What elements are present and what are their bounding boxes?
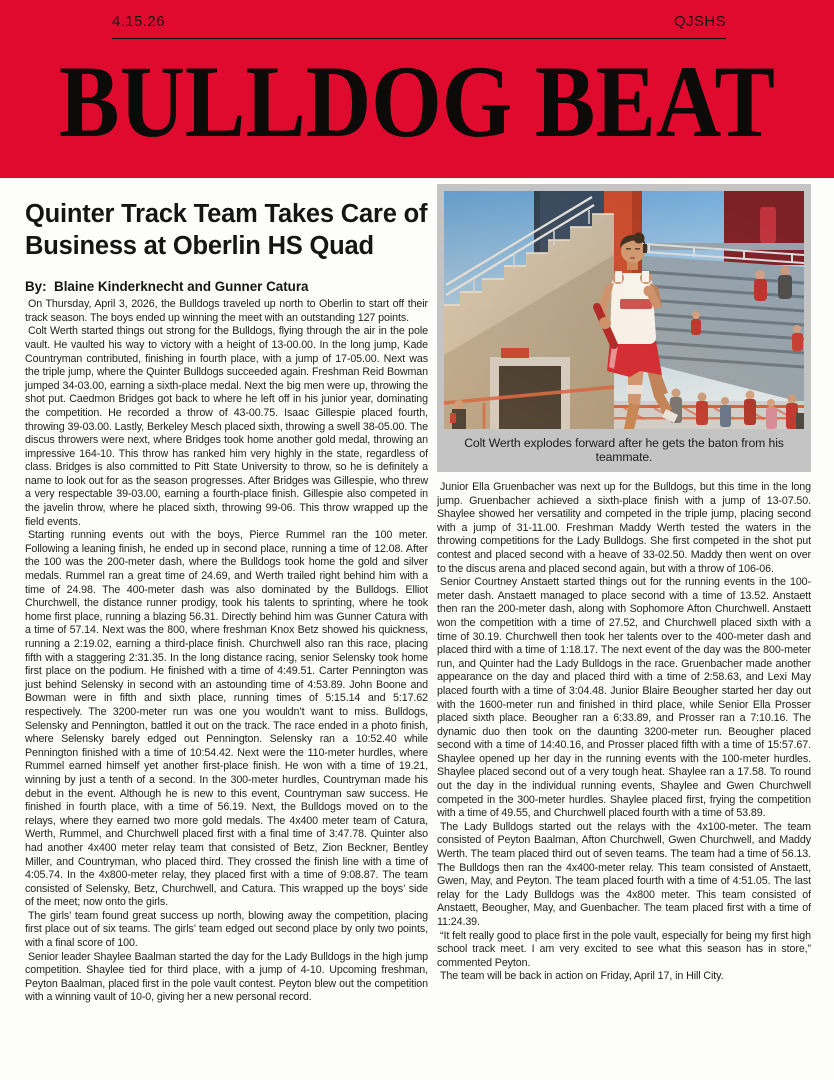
masthead-top-row <box>112 13 726 30</box>
runner-photo-illustration <box>444 191 804 429</box>
photo-caption: Colt Werth explodes forward after he gets the baton from his teammate. <box>464 436 784 464</box>
right-column-body <box>437 481 811 984</box>
article-paragraph: Junior Ella Gruenbacher was next up for the Bulldogs, but this time in the long jump. Gruenbacher achieved a sixth-place finish with a jump of 13-07.50. Shaylee showed her versatility and competed in the triple jump, placing second with a jump of 31-11.00. Freshman Maddy Werth tested the waters in the throwing competitions for the Lady Bulldogs. She first competed in the shot put contest and placed second with a heave of 33-02.50. Maddy then went on over to the discus arena and placed second again, but with a throw of 106-06. <box>437 481 811 575</box>
article-headline: Quinter Track Team Takes Care of Business at Oberlin HS Quad <box>25 200 428 261</box>
left-column-body <box>25 298 428 1005</box>
masthead-title-text: BULLDOG BEAT <box>59 48 775 148</box>
masthead-rule <box>112 38 726 39</box>
article-content <box>25 178 811 1080</box>
article-paragraph: The girls’ team found great success up north, blowing away the competition, placing first place out of six teams. The girls’ team edged out second place by only two points, with a final score of 100. <box>25 909 428 950</box>
masthead-title <box>40 48 794 148</box>
right-column <box>437 184 811 984</box>
masthead-banner <box>0 0 834 178</box>
article-paragraph: Senior leader Shaylee Baalman started the day for the Lady Bulldogs in the high jump competition. Shaylee tied for third place, with a jump of 4-10. Upcoming freshman, Peyton Baalman, placed first in the pole vault contest. Peyton blew out the competition with a winning vault of 10-0, giving her a new personal record. <box>25 950 428 1004</box>
article-paragraph: The Lady Bulldogs started out the relays with the 4x100-meter. The team consisted of Peyton Baalman, Afton Churchwell, Gwen Churchwell, and Maddy Werth. The team placed third out of seven teams. The team had a time of 56.13. The Bulldogs then ran the 4x400-meter relay. This team consisted of Anstaett, Gwen, May, and Peyton. The team placed fourth with a time of 4:51.05. The last relay for the Lady Bulldogs was the 4x800 meter. This team consisted of Anstaett, Beougher, May, and Guenbacher. The team placed first with a time of 11:24.39. <box>437 820 811 928</box>
issue-date: 4.15.26 <box>112 13 165 30</box>
article-paragraph: Starting running events out with the boys, Pierce Rummel ran the 100 meter. Following a leaning finish, he ended up in second place, running a time of 12.08. After the 100 was the 200-meter dash, where the Bulldogs took home the gold and silver medals. Rummel ran a great time of 24.69, and Werth trailed right behind him with a time of 24.98. The 400-meter dash was also dominated by the Bulldogs. Elliot Churchwell, the distance runner prodigy, took his talents to sprinting, where he took home first place, running a blazing 56.31. Directly behind him was Gunner Catura with a time of 57.14. Next was the 800, where freshman Knox Betz showed his quickness, running a 2:19.02, earning a third-place finish. Churchwell also ran this race, placing fifth with a staggering 2:31.35. In the long distance racing, senior Selensky took home first place on the podium. He finished with a time of 4:49.51. Carter Pennington was just behind Selensky in second with an astounding time of 4:53.89. John Boone and Bowman were in fifth and sixth place, running times of 5:15.14 and 5:17.62 respectively. The 3200-meter run was one you wouldn’t want to miss. Bulldogs, Selensky and Pennington, battled it out on the track. The race ended in a photo finish, where Selensky barely edged out Pennington. Selensky ran a 10:52.40 while Pennington finished with a time of 10:54.42. Next were the 110-meter hurdles, where Rummel earned himself yet another first-place finish. He won with a time of 19.21, winning by just a tenth of a second. In the 300-meter hurdles, Countryman made his debut in the event. Although he is new to this event, Countryman saw success. He finished in fourth place, with a time of 56.19. Next, the Bulldogs moved on to the relays, where they earned two more gold medals. The 4x400 meter team of Catura, Werth, Rummel, and Churchwell placed first with a final time of 3:47.78. Quinter also had another 4x400 meter relay team that consisted of Betz, Zion Beckner, Bentley Miller, and Countryman, who placed third. They crossed the finish line with a time of 4:05.74. In the 4x800-meter relay, they placed first with a time of 9:08.87. The team consisted of Selensky, Betz, Churchwell, and Catura. This wrapped up the boys’ side of the meet; now onto the girls. <box>25 529 428 909</box>
article-paragraph: “It felt really good to place first in the pole vault, especially for being my first high school track meet. I am very excited to see what this season has in store,” commented Peyton. <box>437 929 811 969</box>
article-paragraph: The team will be back in action on Friday, April 17, in Hill City. <box>440 970 724 983</box>
left-column <box>25 181 428 1005</box>
article-photo <box>444 191 804 472</box>
school-code: QJSHS <box>673 13 726 30</box>
article-paragraph: Senior Courtney Anstaett started things out for the running events in the 100-meter dash. Anstaett managed to place second with a time of 13.52. Anstaett then ran the 200-meter dash, along with Sophomore Afton Churchwell. Anstaett won the competition with a time of 27.52, and Churchwell placed sixth with a time of 30.19. Churchwell then took her talents over to the 400-meter dash and placed third with a time of 1:18.17. The next event of the day was the 800-meter run, and Quinter had the Lady Bulldogs in the race. Gruenbacher made another appearance on the day and placed third with a time of 2:58.63, and Lexi May placed fourth with a time of 3:04.48. Junior Blaire Beougher started her day out with the 1600-meter run and finished in third place, while Senior Ella Prosser placed sixth place. Beougher ran a 6:33.89, and Prosser ran a 7:10.16. The dynamic duo then took on the daunting 3200-meter run. Beougher placed second with a time of 14:40.16, and Prosser placed fifth with a time of 15:57.67. Shaylee opened up her day in the running events with the 100-meter hurdles. Shaylee placed second out of a very tough heat. Shaylee ran a 17.58. To round out the day in the individual running events, Shaylee and Gwen Churchwell competed in the 300-meter hurdles. Shaylee placed first, frying the competition with a time of 49.55, and Churchwell placed fourth with a time of 53.89. <box>437 576 811 820</box>
article-byline: By: Blaine Kinderknecht and Gunner Catura <box>25 279 309 295</box>
photo-card <box>437 184 811 472</box>
article-paragraph: Colt Werth started things out strong for the Bulldogs, flying through the air in the pole vault. He vaulted his way to victory with a height of 13-00.00. In the long jump, Kade Countryman contributed, finishing in fourth place, with a jump of 17-05.00. Next was the triple jump, where the Quinter Bulldogs succeeded again. Freshman Reid Bowman jumped 34-03.00, earning a sixth-place medal. Next the big men were up, throwing the shot put. Caedmon Bridges got back to where he left off in his junior year, dominating the competition. He recorded a throw of 43-00.75. Isaac Gillespie placed fourth, throwing 39-03.00. Lastly, Berkeley Mesch placed sixth, throwing a swell 38-05.00. The discus throwers were next, where Bridges took home another gold medal, throwing an impressive 164-10. This throw has ranked him very highly in the state, regardless of class. Bridges is also committed to Pitt State University to throw, so he is definitely a name to look out for as the season progresses. After Bridges was Gillespie, who threw a very respectable 39-03.00, earning a fourth-place finish. Gillespie also competed in the javelin throw, where he placed sixth, throwing 99-06. This throw wrapped up the field events. <box>25 325 428 528</box>
article-paragraph: On Thursday, April 3, 2026, the Bulldogs traveled up north to Oberlin to start off their track season. The boys ended up winning the meet with an outstanding 127 points. <box>25 298 428 324</box>
